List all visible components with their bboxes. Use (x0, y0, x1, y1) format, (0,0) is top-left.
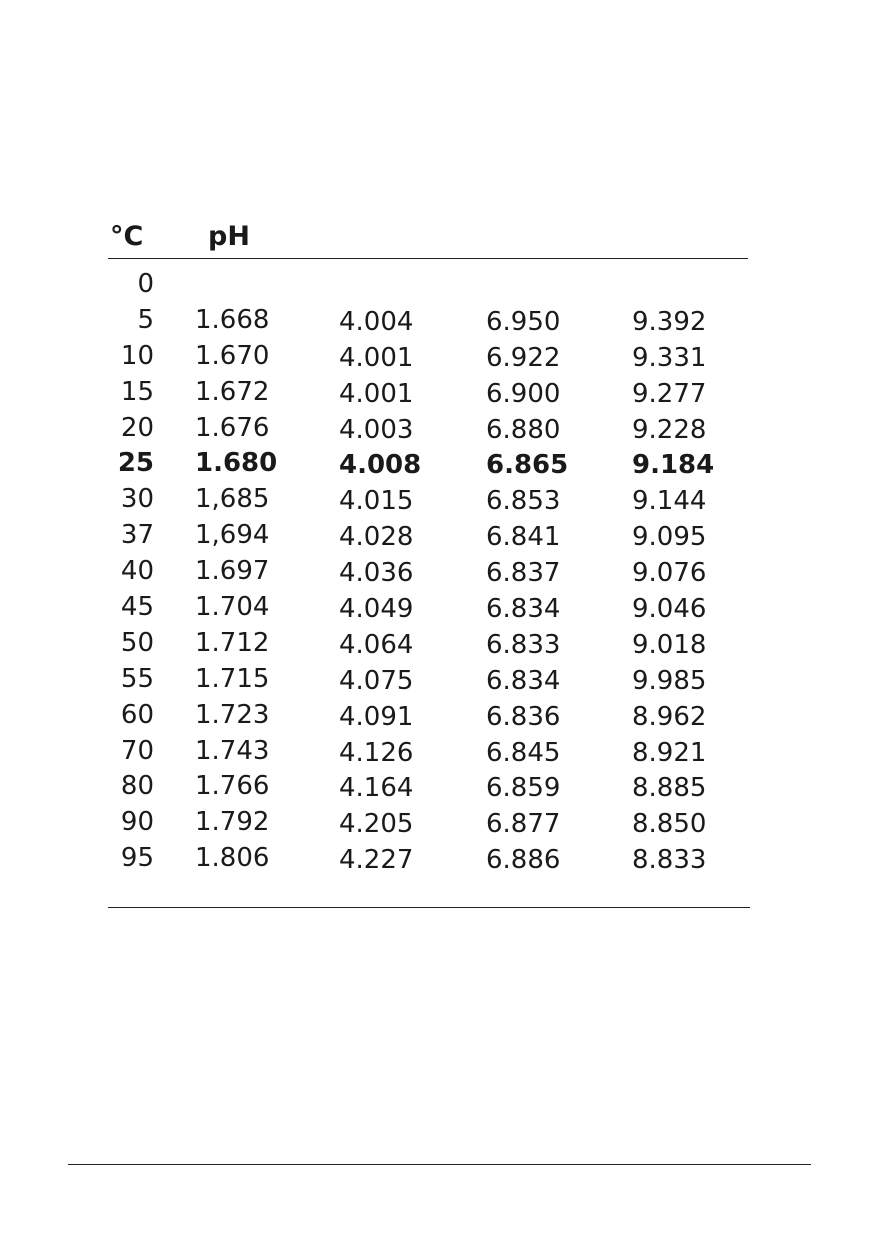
ph-value-cell: 9.392 (632, 306, 707, 337)
ph-value-cell: 1.680 (195, 448, 278, 479)
ph-value-cell: 1.766 (195, 771, 270, 802)
ph-value-cell: 4.227 (339, 845, 414, 876)
ph-value-cell: 4.091 (339, 701, 414, 732)
table-row (108, 840, 748, 876)
table-body (108, 266, 748, 876)
ph-value-cell: 9.228 (632, 414, 707, 445)
temperature-cell: 45 (120, 592, 154, 623)
ph-value-cell: 6.834 (486, 665, 561, 696)
ph-value-cell: 4.028 (339, 522, 414, 553)
table-row (108, 374, 748, 410)
table-row (108, 410, 748, 446)
ph-value-cell: 9.046 (632, 594, 707, 625)
ph-value-cell: 4.001 (339, 342, 414, 373)
ph-value-cell: 8.921 (632, 737, 707, 768)
ph-value-cell: 6.877 (486, 809, 561, 840)
ph-value-cell: 1.712 (195, 627, 270, 658)
temperature-cell: 80 (120, 771, 154, 802)
temperature-cell: 15 (120, 376, 154, 407)
ph-value-cell: 6.859 (486, 773, 561, 804)
ph-value-cell: 1.697 (195, 556, 270, 587)
temperature-cell: 55 (120, 663, 154, 694)
ph-value-cell: 9.331 (632, 342, 707, 373)
ph-value-cell: 1.670 (195, 340, 270, 371)
ph-value-cell: 9.076 (632, 558, 707, 589)
table-row (108, 553, 748, 589)
temperature-cell: 37 (120, 520, 154, 551)
ph-value-cell: 6.900 (486, 378, 561, 409)
ph-value-cell: 6.845 (486, 737, 561, 768)
ph-value-cell: 4.064 (339, 629, 414, 660)
ph-value-cell: 1,685 (195, 484, 270, 515)
ph-value-cell: 1.704 (195, 592, 270, 623)
temperature-cell: 5 (137, 304, 154, 335)
table-row (108, 661, 748, 697)
temperature-cell: 40 (120, 556, 154, 587)
ph-value-cell: 9.095 (632, 522, 707, 553)
ph-value-cell: 1.672 (195, 376, 270, 407)
header-ph: pH (208, 221, 250, 252)
ph-value-cell: 4.003 (339, 414, 414, 445)
table-row (108, 481, 748, 517)
table-row (108, 697, 748, 733)
ph-value-cell: 8.885 (632, 773, 707, 804)
header-temperature: °C (110, 221, 144, 252)
ph-value-cell: 1,694 (195, 520, 270, 551)
ph-value-cell: 4.205 (339, 809, 414, 840)
temperature-cell: 50 (120, 627, 154, 658)
table-header (108, 220, 748, 256)
ph-value-cell: 4.036 (339, 558, 414, 589)
ph-value-cell: 1.743 (195, 735, 270, 766)
ph-value-cell: 9.144 (632, 486, 707, 517)
table-row (108, 517, 748, 553)
ph-value-cell: 6.841 (486, 522, 561, 553)
table-row (108, 266, 748, 302)
ph-value-cell: 4.164 (339, 773, 414, 804)
page-footer-rule (68, 1164, 811, 1165)
ph-value-cell: 9.985 (632, 665, 707, 696)
ph-value-cell: 6.865 (486, 450, 569, 481)
ph-value-cell: 6.833 (486, 629, 561, 660)
ph-value-cell: 1.792 (195, 807, 270, 838)
temperature-cell: 90 (120, 807, 154, 838)
ph-value-cell: 4.075 (339, 665, 414, 696)
table-bottom-rule (108, 907, 750, 908)
ph-value-cell: 4.049 (339, 594, 414, 625)
ph-value-cell: 1.668 (195, 304, 270, 335)
table-row (108, 302, 748, 338)
ph-value-cell: 8.850 (632, 809, 707, 840)
temperature-cell: 20 (120, 412, 154, 443)
table-row (108, 733, 748, 769)
ph-value-cell: 6.834 (486, 594, 561, 625)
table-row (108, 589, 748, 625)
table-row (108, 445, 748, 481)
ph-value-cell: 6.950 (486, 306, 561, 337)
ph-value-cell: 6.886 (486, 845, 561, 876)
temperature-cell: 25 (117, 448, 154, 479)
ph-value-cell: 4.008 (339, 450, 422, 481)
ph-value-cell: 9.277 (632, 378, 707, 409)
ph-value-cell: 1.715 (195, 663, 270, 694)
ph-value-cell: 8.962 (632, 701, 707, 732)
temperature-cell: 30 (120, 484, 154, 515)
ph-value-cell: 6.836 (486, 701, 561, 732)
ph-value-cell: 1.806 (195, 843, 270, 874)
ph-value-cell: 6.880 (486, 414, 561, 445)
ph-value-cell: 4.015 (339, 486, 414, 517)
table-row (108, 338, 748, 374)
ph-value-cell: 1.723 (195, 699, 270, 730)
ph-value-cell: 6.922 (486, 342, 561, 373)
ph-value-cell: 4.126 (339, 737, 414, 768)
ph-value-cell: 9.184 (632, 450, 715, 481)
ph-value-cell: 4.004 (339, 306, 414, 337)
ph-value-cell: 9.018 (632, 629, 707, 660)
table-row (108, 804, 748, 840)
table-top-rule (108, 258, 748, 259)
temperature-cell: 0 (137, 269, 154, 299)
temperature-cell: 10 (120, 340, 154, 371)
ph-value-cell: 6.837 (486, 558, 561, 589)
table-row (108, 768, 748, 804)
temperature-cell: 95 (120, 843, 154, 874)
ph-value-cell: 6.853 (486, 486, 561, 517)
ph-value-cell: 8.833 (632, 845, 707, 876)
ph-value-cell: 4.001 (339, 378, 414, 409)
ph-value-cell: 1.676 (195, 412, 270, 443)
temperature-cell: 60 (120, 699, 154, 730)
table-row (108, 625, 748, 661)
temperature-cell: 70 (120, 735, 154, 766)
